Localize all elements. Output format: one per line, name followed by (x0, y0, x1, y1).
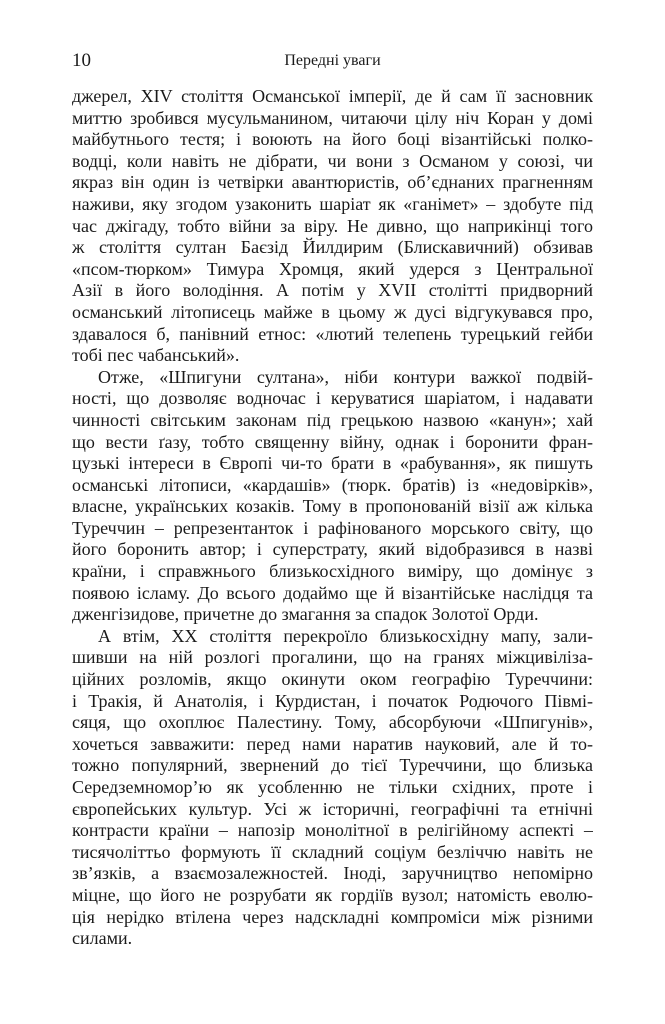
text-line: міцне, що його не розрубати як гордіїв вузол; натомість еволю- (72, 884, 593, 905)
text-line: А втім, XX століття перекроїло близькосхідну мапу, зали- (98, 625, 593, 646)
text-line: османський літописець майже в цьому ж дусі відгукувався про, (72, 301, 593, 322)
text-line: цузькі інтереси в Європі чи-то брати в «рабування», як пишуть (72, 453, 593, 474)
text-line: контрасти країни – напозір монолітної в релігійному аспекті – (72, 820, 593, 841)
text-line: дженгізидове, причетне до змагання за спадок Золотої Орди. (72, 604, 539, 625)
text-line: ності, що дозволяє водночас і керуватися шаріатом, і надавати (72, 388, 593, 409)
text-line: Туреччин – репрезентанток і рафінованого морського світу, що (72, 517, 593, 538)
text-line: час джігаду, тобто війни за віру. Не дивно, що наприкінці того (72, 215, 593, 236)
text-line: і Тракія, й Анатолія, і Курдистан, і початок Родючого Півмі- (72, 690, 593, 711)
text-line: водці, коли навіть не дібрати, чи вони з Османом у союзі, чи (72, 150, 593, 171)
text-line: тожно популярний, звернений до тієї Туреччини, що близька (72, 755, 593, 776)
text-line: тобі пес чабанський». (72, 345, 240, 366)
running-title: Передні уваги (284, 52, 381, 69)
text-line: Середземномор’ю як усобленню не тільки східних, проте і (72, 777, 593, 797)
text-line: європейських культур. Усі ж історичні, географічні та етнічні (72, 798, 593, 819)
text-line: ція нерідко втілена через надскладні компроміси між різними (72, 906, 593, 927)
text-line: майбутнього тестя; і воюють на його боці візантійські полко- (72, 129, 593, 150)
text-line: якраз він один із четвірки авантюристів, об’єднаних прагненням (72, 172, 593, 193)
page-number: 10 (72, 50, 91, 71)
text-line: зв’язків, а взаємозалежностей. Іноді, заручництво непомірно (72, 863, 593, 884)
text-line: Отже, «Шпигуни султана», ніби контури важкої подвій- (98, 366, 593, 387)
text-line: силами. (72, 928, 133, 949)
text-line: ційних розломів, якщо окинути оком географію Туреччини: (72, 669, 593, 690)
text-line: «псом-тюрком» Тимура Хромця, який удерся з Центральної (72, 258, 593, 279)
text-line: власне, українських козаків. Тому в пропонованій візії аж кілька (72, 496, 593, 517)
text-line: миттю зробився мусульманином, читаючи цілу ніч Коран у домі (72, 107, 593, 128)
paragraph-2 (72, 367, 593, 626)
text-line: що вести ґазу, тобто священну війну, однак і боронити фран- (72, 431, 593, 452)
text-line: появою ісламу. До всього додаймо ще й візантійське наслідця та (72, 582, 593, 603)
text-line: його боронить автор; і суперстрату, який відобразився в назві (72, 539, 593, 560)
text-line: Азії в його володіння. А потім у XVII столітті придворний (72, 280, 593, 301)
paragraph-1 (72, 86, 593, 367)
paragraph-3 (72, 626, 593, 950)
text-line: наживи, яку згодом узаконить шаріат як «ганімет» – здобуте під (72, 193, 593, 214)
text-line: шивши на ній розлогі прогалини, що на гранях міжцивіліза- (72, 647, 593, 668)
text-line: джерел, XIV століття Османської імперії, де й сам її засновник (72, 86, 593, 106)
page-header (72, 50, 593, 76)
text-line: османські літописи, «кардашів» (тюрк. братів) із «недовірків», (72, 474, 593, 495)
text-line: здавалося б, панівний етнос: «лютий телепень турецький гейби (72, 323, 593, 344)
text-line: чинності світським законам під грецькою назвою «канун»; хай (72, 409, 593, 430)
body-text (72, 86, 593, 950)
text-line: тисячоліттьо формують її складний соціум безліччю навіть не (72, 841, 593, 862)
text-line: країни, і справжнього близькосхідного виміру, що домінує з (72, 561, 593, 582)
text-line: сяця, що охоплює Палестину. Тому, абсорбуючи «Шпигунів», (72, 712, 593, 733)
text-line: хочеться завважити: перед нами наратив науковий, але й то- (72, 733, 593, 754)
text-line: ж століття султан Баєзід Йилдирим (Блискавичний) обзивав (72, 237, 593, 258)
